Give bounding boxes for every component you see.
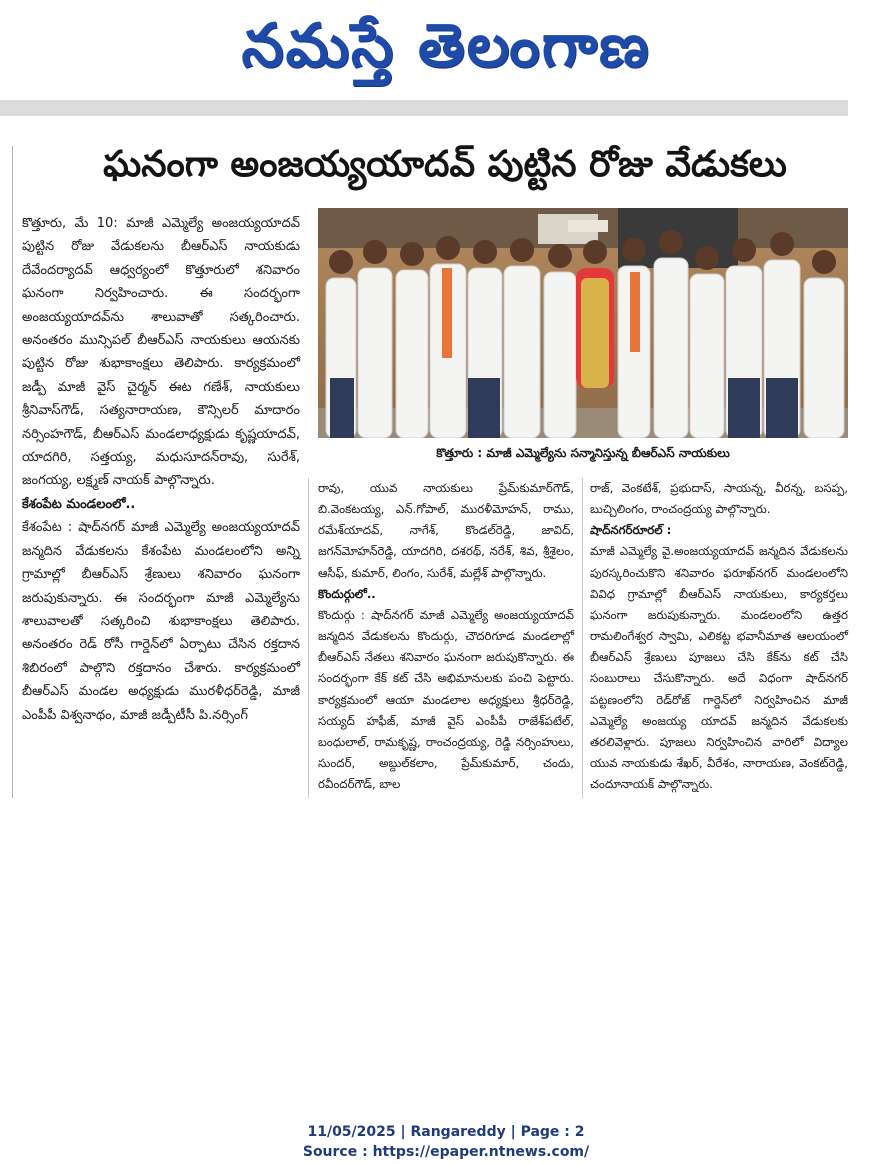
section-subheading: కొందుర్గులో.. (318, 586, 376, 601)
footer-source: Source : https://epaper.ntnews.com/ (302, 1144, 590, 1160)
article-frame-line (12, 146, 13, 798)
photo-caption: కొత్తూరు : మాజీ ఎమ్మెల్యేను సన్మానిస్తున్న బీఆర్ఎస్ నాయకులు (436, 446, 730, 460)
column-divider (582, 478, 583, 798)
article-column-right (590, 478, 848, 795)
article-paragraph: రావు, యువ నాయకులు ప్రేమ్‌కుమార్‌గౌడ్, బి.వెంకటయ్య, ఎన్.గోపాల్, మురళీమోహన్, రాము, రమేశ్‌యాదవ్, నాగేశ్, కొండల్‌రెడ్డి, జావిద్, జగన్‌మోహన్‌రెడ్డి, యాదగిరి, దశరథ్, నరేశ్, శివ, శ్రీశైలం, ఆసీఫ్, కుమార్, లింగం, సురేశ్, మల్లేశ్ పాల్గొన్నారు. (318, 481, 574, 580)
article-photo (318, 208, 848, 438)
group-photo-image (318, 208, 848, 438)
column-divider (308, 478, 309, 798)
article-headline: ఘనంగా అంజయ్యయాదవ్ పుట్టిన రోజు వేడుకలు (103, 144, 787, 185)
section-subheading: కేశంపేట మండలంలో.. (22, 496, 136, 512)
masthead (0, 0, 892, 100)
article-paragraph: కొత్తూరు, మే 10: మాజీ ఎమ్మెల్యే అంజయ్యయాదవ్ పుట్టిన రోజు వేడుకలను బీఆర్ఎస్ నాయకుడు దేవేందర్యాదవ్ ఆధ్వర్యంలో కొత్తూరులో శనివారం ఘనంగా నిర్వహించారు. ఈ సందర్భంగా అంజయ్యయాదవ్‌ను శాలువాతో సత్కరించారు. అనంతరం మున్సిపల్ బీఆర్ఎస్ నాయకులు ఆయనకు పుట్టిన రోజు శుభాకాంక్షలు తెలిపారు. కార్యక్రమంలో జడ్పీ మాజీ వైస్ చైర్మన్ ఈట గణేశ్, నాయకులు శ్రీనివాస్‌గౌడ్, సత్యనారాయణ, కౌన్సిలర్ మాదారం నర్సింహగౌడ్, బీఆర్ఎస్ మండలాధ్యక్షుడు కృష్ణయాదవ్, యాదగిరి, సత్తయ్య, మధుసూదన్‌రావు, సురేశ్, జంగయ్య, లక్ష్మణ్ నాయక్ పాల్గొన్నారు. (22, 216, 300, 489)
article-paragraph: రాజ్, వెంకటేశ్, ప్రభుదాస్, సాయన్న, వీరన్న, బసప్ప, బుచ్చిలింగం, రాంచంద్రయ్య పాల్గొన్నారు. (590, 481, 848, 517)
section-subheading: షాద్‌నగర్‌రూరల్ : (590, 523, 672, 538)
article-paragraph: కొందుర్గు : షాద్‌నగర్ మాజీ ఎమ్మెల్యే అంజయ్యయాదవ్ జన్మదిన వేడుకలను కొందుర్గు, చౌదరిగూడ మండలాల్లో బీఆర్ఎస్ నేతలు శనివారం ఘనంగా జరుపుకొన్నారు. ఈ సందర్భంగా కేక్ కట్ చేసి అభిమానులకు పంచి పెట్టారు. కార్యక్రమంలో ఆయా మండలాల అధ్యక్షులు శ్రీధర్‌రెడ్డి, సయ్యద్ హఫీజ్, మాజీ వైస్ ఎంపీపీ రాజేశ్‌పటేల్, బంధులాల్, రామకృష్ణ, రాంచంద్రయ్య, రెడ్డి నర్సింహులు, సుందర్, అబ్దుల్‌కలాం, ప్రేమ్‌కుమార్, చందు, రవీందర్‌గౌడ్, బాల (318, 607, 574, 792)
footer-date-edition: 11/05/2025 | Rangareddy | Page : 2 (307, 1124, 585, 1140)
newspaper-logo: నమస్తే తెలంగాణ (241, 11, 651, 81)
masthead-rule (0, 100, 848, 116)
article-column-middle (318, 478, 574, 795)
article-paragraph: మాజీ ఎమ్మెల్యే వై.అంజయ్యయాదవ్ జన్మదిన వేడుకలను పురస్కరించుకొని శనివారం ఫరూఖ్‌నగర్ మండలంలోని వివిధ గ్రామాల్లో బీఆర్ఎస్ నాయకులు, కార్యకర్తలు ఘనంగా జరుపుకున్నారు. మండలంలోని ఉత్తర రామలింగేశ్వర స్వామి, ఎలికట్ట భవానీమాత ఆలయంలో బీఆర్ఎస్ శ్రేణులు పూజలు చేసి కేక్‌ను కట్ చేసి సంబురాలు చేసుకొన్నారు. అదే విధంగా షాద్‌నగర్ పట్టణంలోని రెడ్‌రోజ్ గార్డెన్‌లో నిర్వహించిన మాజీ ఎమ్మెల్యే అంజయ్య యాదవ్ జన్మదిన వేడుకలకు తరలివెళ్లారు. పూజలు నిర్వహించిన వారిలో విద్యాల యువ నాయకుడు శేఖర్, వీరేశం, నారాయణ, వెంకట్‌రెడ్డి, చందూనాయక్ పాల్గొన్నారు. (590, 544, 848, 792)
article-paragraph: కేశంపేట : షాద్‌నగర్ మాజీ ఎమ్మెల్యే అంజయ్యయాదవ్ జన్మదిన వేడుకలను కేశంపేట మండలంలోని అన్ని గ్రామాల్లో బీఆర్ఎస్ శ్రేణులు శనివారం ఘనంగా జరుపుకున్నారు. ఈ సందర్భంగా మాజీ ఎమ్మెల్యేను శాలువాలతో సత్కరించి శుభాకాంక్షలు తెలిపారు. అనంతరం రెడ్ రోసీ గార్డెన్‌లో ఏర్పాటు చేసిన రక్తదాన శిబిరంలో పాల్గొని రక్తదానం చేశారు. కార్యక్రమంలో బీఆర్ఎస్ మండల అధ్యక్షుడు మురళీధర్‌రెడ్డి, మాజీ ఎంపీపీ విశ్వనాథం, మాజీ జడ్పీటీసీ పి.నర్సింగ్ (22, 520, 300, 723)
article-column-left (22, 212, 300, 727)
